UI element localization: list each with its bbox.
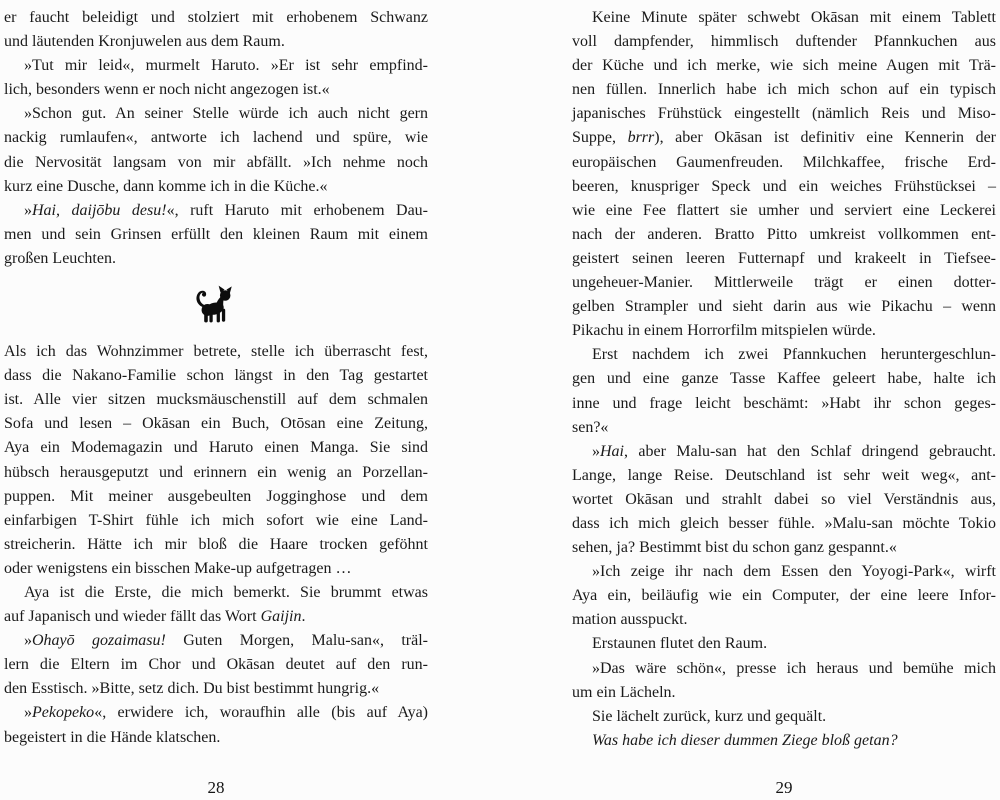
text-line: »Hai, daijōbu desu!«, ruft Haruto mit erhobenem Dau- (24, 201, 429, 219)
text-line: europäischen Gaumenfreuden. Milchkaffee, frische Erd- (572, 153, 996, 171)
text-line: kurz eine Dusche, dann komme ich in die Küche.« (4, 177, 328, 195)
cat-silhouette-icon (193, 285, 239, 327)
text-line: sehen, ja? Bestimmt bist du schon ganz gespannt.« (572, 539, 897, 557)
text-line: Aya ist die Erste, die mich bemerkt. Sie brummt etwas (24, 583, 428, 601)
text-line: sen?« (572, 418, 609, 436)
paragraph (572, 343, 996, 439)
text-line: mation ausspuckt. (572, 611, 688, 629)
text-line: »Das wäre schön«, presse ich heraus und bemühe mich (592, 659, 996, 677)
page-body (572, 6, 996, 753)
text-line: oder wenigstens ein bisschen Make-up aufgetragen … (4, 559, 352, 577)
text-line: um ein Lächeln. (572, 683, 676, 701)
text-line: der Küche und ich merke, wie sich meine Augen mit Trä- (572, 57, 996, 75)
text-line: Als ich das Wohnzimmer betrete, stelle ich überrascht fest, (4, 343, 428, 361)
paragraph (4, 54, 428, 102)
text-line: japanisches Frühstück eingestellt (nämlich Reis und Miso- (572, 105, 996, 123)
text-line: einfarbigen T-Shirt fühle ich mich sofort wie eine Land- (4, 511, 428, 529)
text-line: inne und frage leicht beschämt: »Habt ihr schon geges- (572, 394, 996, 412)
book-page-right (572, 6, 996, 796)
text-line: auf Japanisch und wieder fällt das Wort Gaijin. (4, 608, 306, 626)
text-line: nackig rumlaufen«, antworte ich lachend und spüre, wie (4, 129, 428, 147)
text-line: er faucht beleidigt und stolziert mit erhobenem Schwanz (4, 9, 428, 26)
paragraph (572, 440, 996, 560)
paragraph (572, 560, 996, 632)
paragraph (572, 729, 996, 753)
book-page-left (4, 6, 428, 796)
text-line: geistert seinen leeren Futternapf und krakeelt in Tiefsee- (572, 249, 996, 267)
paragraph (4, 581, 428, 629)
text-line: puppen. Mit meiner ausgebeulten Jogginghose und dem (4, 487, 428, 505)
paragraph (572, 6, 996, 343)
text-line: Aya ein Modemagazin und Haruto einen Manga. Sie sind (4, 439, 428, 457)
text-line: »Hai, aber Malu-san hat den Schlaf dringend gebraucht. (592, 442, 996, 460)
text-line: Sofa und lesen – Okāsan ein Buch, Otōsan eine Zeitung, (4, 415, 428, 433)
text-line: großen Leuchten. (4, 249, 116, 267)
paragraph (4, 102, 428, 198)
text-line: die Nervosität langsam von mir abfällt. »Ich nehme noch (4, 153, 428, 171)
text-line: nach der anderen. Bratto Pitto umkreist vollkommen ent- (572, 225, 996, 243)
text-line: Erstaunen flutet den Raum. (592, 635, 768, 653)
text-line: voll dampfender, himmlisch duftender Pfannkuchen aus (572, 33, 996, 51)
text-line: wie eine Fee flattert sie umher und serviert eine Leckerei (572, 201, 996, 219)
text-line: ungeheuer-Manier. Mittlerweile trägt er einen dotter- (572, 274, 996, 292)
text-line: Keine Minute später schwebt Okāsan mit einem Tablett (592, 9, 996, 26)
page-body (4, 6, 428, 750)
text-line: »Schon gut. An seiner Stelle würde ich auch nicht gern (24, 105, 428, 123)
paragraph (4, 701, 428, 749)
text-line: Sie lächelt zurück, kurz und gequält. (592, 707, 827, 725)
text-line: Lange, lange Reise. Deutschland ist sehr weit weg«, ant- (572, 466, 996, 484)
text-line: ist. Alle vier sitzen mucksmäuschenstill auf dem schmalen (4, 391, 428, 409)
paragraph (572, 657, 996, 705)
text-line: gelben Strampler und sieht darin aus wie Pikachu – wenn (572, 298, 996, 316)
text-line: »Tut mir leid«, murmelt Haruto. »Er ist sehr empfind- (24, 57, 428, 75)
text-line: beeren, knuspriger Speck und ein weiches Frühstücksei – (572, 177, 996, 195)
text-line: dass die Nakano-Familie schon längst in den Tag gestartet (4, 367, 428, 385)
scene-break-ornament (4, 271, 428, 340)
page-number: 29 (775, 778, 793, 797)
text-line: Was habe ich dieser dummen Ziege bloß getan? (592, 731, 898, 749)
text-line: lern die Eltern im Chor und Okāsan deutet auf den run- (4, 656, 428, 674)
paragraph (4, 629, 428, 701)
text-line: Suppe, brrr), aber Okāsan ist definitiv eine Kennerin der (572, 129, 997, 147)
text-line: streicherin. Hätte ich mir bloß die Haare trocken geföhnt (4, 535, 428, 553)
text-line: »Pekopeko«, erwidere ich, woraufhin alle (bis auf Aya) (24, 704, 428, 722)
paragraph (572, 632, 996, 656)
text-line: gen und eine ganze Tasse Kaffee geleert habe, halte ich (572, 370, 996, 388)
text-line: und läutenden Kronjuwelen aus dem Raum. (4, 33, 285, 51)
text-line: »Ich zeige ihr nach dem Essen den Yoyogi-Park«, wirft (592, 563, 996, 581)
text-line: »Ohayō gozaimasu! Guten Morgen, Malu-san«, träl- (24, 632, 429, 650)
text-line: dass ich mich gleich besser fühle. »Malu-san möchte Tokio (572, 514, 996, 532)
text-line: hübsch herausgeputzt und erinnern ein wenig an Porzellan- (4, 463, 428, 481)
paragraph (572, 705, 996, 729)
text-line: begeistert in die Hände klatschen. (4, 728, 221, 746)
text-line: lich, besonders wenn er noch nicht angezogen ist.« (4, 81, 330, 99)
text-line: nen füllen. Innerlich habe ich mich schon auf ein typisch (572, 81, 996, 99)
paragraph (4, 199, 428, 271)
text-line: Erst nachdem ich zwei Pfannkuchen heruntergeschlun- (592, 346, 996, 364)
text-line: Aya ein, beiläufig wie ein Computer, der eine leere Infor- (572, 587, 996, 605)
paragraph (4, 6, 428, 54)
text-line: wortet Okāsan und strahlt dabei so viel Verständnis aus, (572, 490, 996, 508)
text-line: den Esstisch. »Bitte, setz dich. Du bist bestimmt hungrig.« (4, 680, 380, 698)
text-line: Pikachu in einem Horrorfilm mitspielen würde. (572, 322, 876, 340)
text-line: men und sein Grinsen erfüllt den kleinen Raum mit einem (4, 225, 428, 243)
paragraph (4, 340, 428, 581)
page-number: 28 (207, 778, 225, 797)
